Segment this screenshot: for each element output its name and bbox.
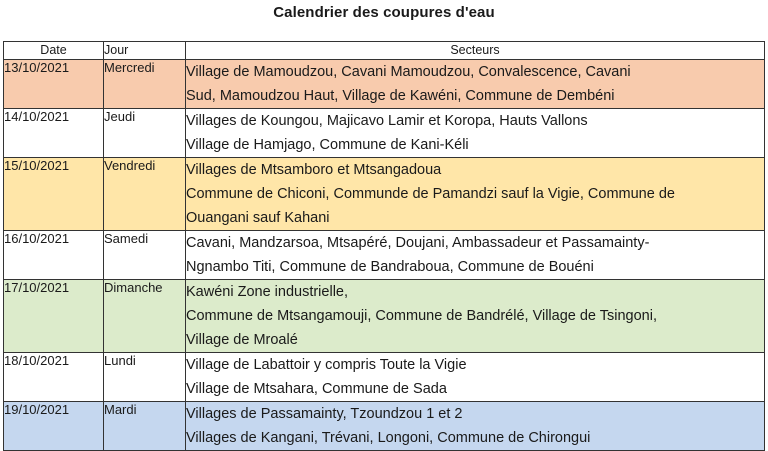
row-day: Mercredi <box>104 60 186 109</box>
sector-line: Villages de Mtsamboro et Mtsangadoua <box>186 162 442 178</box>
page-title: Calendrier des coupures d'eau <box>273 4 495 21</box>
sector-line: Villages de Passamainty, Tzoundzou 1 et 2 <box>186 406 463 422</box>
row-date: 17/10/2021 <box>4 280 104 353</box>
table-row <box>4 60 765 109</box>
row-sectors <box>186 60 765 109</box>
sector-line: Village de Hamjago, Commune de Kani-Kéli <box>186 137 469 153</box>
header-day: Jour <box>104 42 186 60</box>
row-date: 16/10/2021 <box>4 231 104 280</box>
table-row <box>4 109 765 158</box>
row-sectors <box>186 353 765 402</box>
row-sectors <box>186 402 765 451</box>
row-day: Samedi <box>104 231 186 280</box>
row-sectors <box>186 231 765 280</box>
row-day: Dimanche <box>104 280 186 353</box>
row-day: Mardi <box>104 402 186 451</box>
table-row <box>4 280 765 353</box>
sector-line: Commune de Mtsangamouji, Commune de Bandrélé, Village de Tsingoni, <box>186 308 657 324</box>
row-date: 18/10/2021 <box>4 353 104 402</box>
row-day: Jeudi <box>104 109 186 158</box>
row-sectors <box>186 280 765 353</box>
sector-line: Village de Mtsahara, Commune de Sada <box>186 381 447 397</box>
row-sectors <box>186 109 765 158</box>
table-body <box>4 60 765 451</box>
row-day: Vendredi <box>104 158 186 231</box>
sector-line: Sud, Mamoudzou Haut, Village de Kawéni, Commune de Dembéni <box>186 88 615 104</box>
sector-line: Village de Mamoudzou, Cavani Mamoudzou, Convalescence, Cavani <box>186 64 631 80</box>
table-row <box>4 231 765 280</box>
table-header-row <box>4 42 765 60</box>
table-row <box>4 158 765 231</box>
sector-line: Ngnambo Titi, Commune de Bandraboua, Commune de Bouéni <box>186 259 594 275</box>
schedule-table <box>3 41 765 451</box>
row-date: 19/10/2021 <box>4 402 104 451</box>
row-date: 13/10/2021 <box>4 60 104 109</box>
table-row <box>4 402 765 451</box>
row-date: 14/10/2021 <box>4 109 104 158</box>
table-row <box>4 353 765 402</box>
row-day: Lundi <box>104 353 186 402</box>
sector-line: Villages de Koungou, Majicavo Lamir et Koropa, Hauts Vallons <box>186 113 588 129</box>
row-date: 15/10/2021 <box>4 158 104 231</box>
header-sectors: Secteurs <box>186 42 765 60</box>
sector-line: Cavani, Mandzarsoa, Mtsapéré, Doujani, Ambassadeur et Passamainty- <box>186 235 650 251</box>
sector-line: Villages de Kangani, Trévani, Longoni, Commune de Chirongui <box>186 430 591 446</box>
sector-line: Village de Mroalé <box>186 332 298 348</box>
row-sectors <box>186 158 765 231</box>
sector-line: Ouangani sauf Kahani <box>186 210 330 226</box>
sector-line: Commune de Chiconi, Communde de Pamandzi sauf la Vigie, Commune de <box>186 186 675 202</box>
sector-line: Village de Labattoir y compris Toute la Vigie <box>186 357 467 373</box>
sector-line: Kawéni Zone industrielle, <box>186 284 349 300</box>
header-date: Date <box>4 42 104 60</box>
